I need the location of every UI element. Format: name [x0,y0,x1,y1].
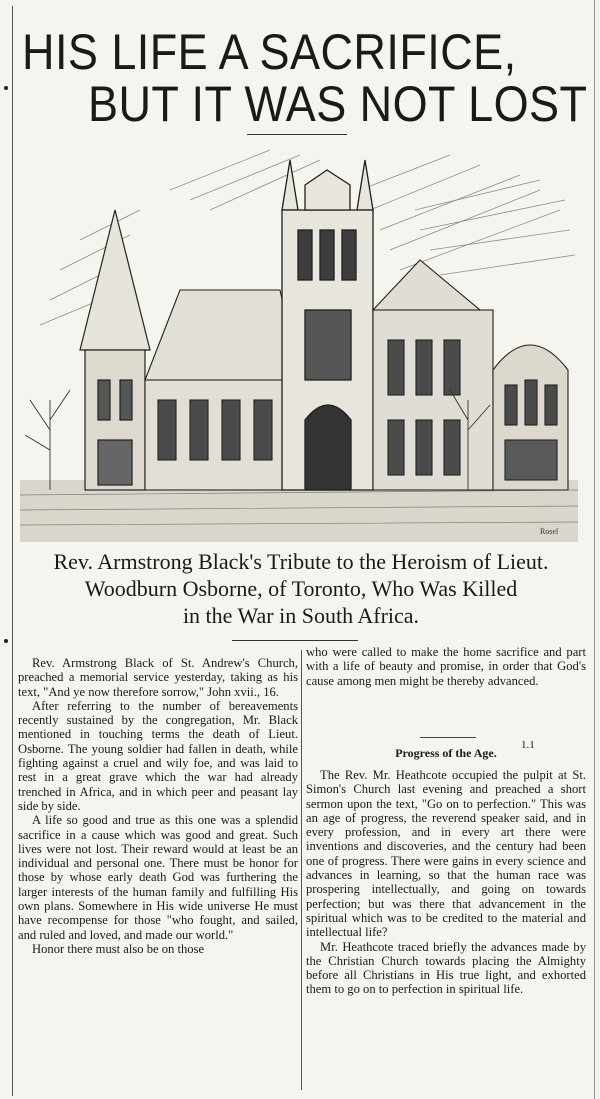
section-mark: 1.1 [521,739,535,751]
right-edge-rule [594,0,595,1099]
article-paragraph: who were called to make the home sacrifice and part with a life of beauty and promise, in order that God's cause among men might be thereby advanced. [306,645,586,688]
right-apse [493,345,568,490]
article-paragraph: After referring to the number of bereavements recently sustained by the congregation, Mr. Black mentioned in touching terms the death of Lieut. Osborne. The young soldier had fallen in death, while fighting against a cruel and wily foe, and was laid to rest in a great grave which the war had already trenched in Africa, and in which peer and peasant lay side by side. [18,698,298,813]
subheadline-line-3: in the War in South Africa. [182,603,420,628]
church-illustration [20,150,578,542]
headline-divider [247,134,347,135]
left-tower [80,210,150,490]
section-divider [420,737,476,738]
article-paragraph: Mr. Heathcote traced briefly the advances made by the Christian Church towards placing the Almighty before all Christians in His true light, and exhorted them to go on to perfection in spiritual life. [306,939,586,997]
article-right-column-top [306,645,586,688]
subheadline [18,548,584,629]
section-heading: Progress of the Age. [395,746,497,760]
article-paragraph: The Rev. Mr. Heathcote occupied the pulpit at St. Simon's Church last evening and preached a short sermon upon the text, "Go on to perfection." This was an age of progress, the reverend speaker said, and in every profession, and in every art there were inventions and discoveries, and the century had been one of progress. There were gains in every science and advances in learning, so that the human race was prospering intellectually, and going on towards perfection; but was there that advancement in the spiritual which was to be credited to the material and intellectual life? [306,768,586,940]
article-left-column [18,656,298,956]
subheadline-divider [232,640,358,641]
left-column-rule [12,6,13,1096]
margin-dot [4,86,8,90]
article-paragraph: A life so good and true as this one was a splendid sacrifice in a cause which was good and great. Such lives were not lost. Their reward would at least be an individual and personal one. There must be honor for those by whose early death God was furthering the larger interests of the human family and fulfilling His own plans. Somewhere in His wide universe He must have recompense for those "who fought, and sailed, and ruled and loved, and made our world." [18,813,298,942]
left-nave [145,290,300,490]
article-paragraph: Rev. Armstrong Black of St. Andrew's Church, preached a memorial service yesterday, taking as his text, "And ye now therefore sorrow," John xvii., 16. [18,656,298,699]
article-right-column [306,768,586,997]
headline-line-1: HIS LIFE A SACRIFICE, [22,24,517,80]
artist-mark: Rosel [540,527,559,536]
right-nave [373,260,493,490]
headline-line-2: BUT IT WAS NOT LOST [88,76,588,132]
column-divider [301,650,302,1090]
article-paragraph: Honor there must also be on those [32,941,205,956]
central-tower [282,160,373,490]
subheadline-line-2: Woodburn Osborne, of Toronto, Who Was Killed [84,576,518,601]
subheadline-line-1: Rev. Armstrong Black's Tribute to the Heroism of Lieut. [53,549,549,574]
margin-dot [4,639,8,643]
